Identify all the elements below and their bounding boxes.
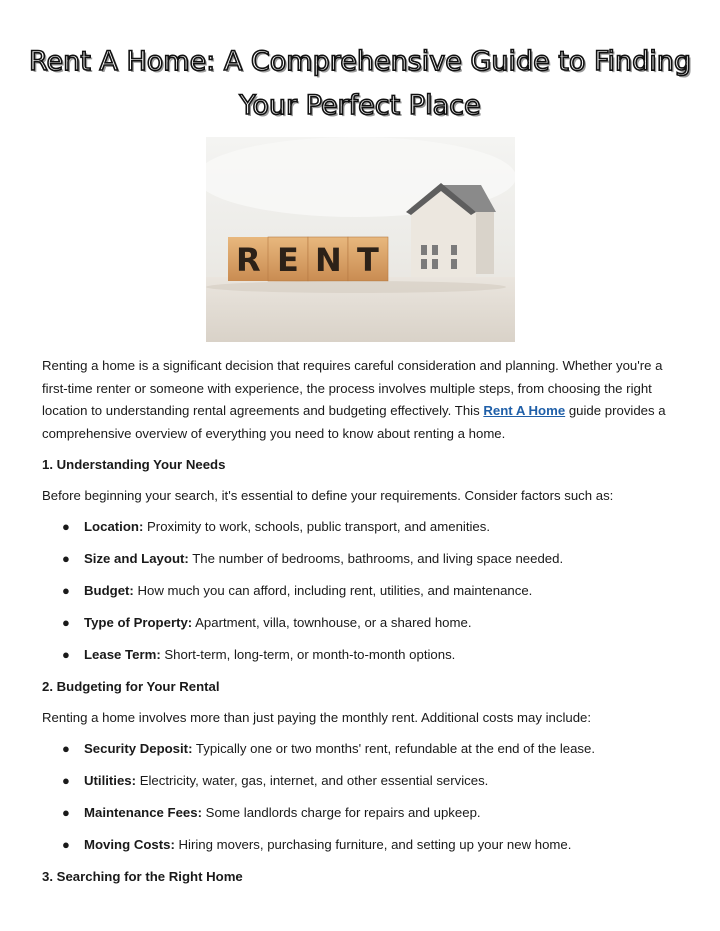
- list-item: ● Size and Layout: The number of bedrooms, bathrooms, and living space needed.: [62, 549, 563, 569]
- bullet-icon: ●: [62, 741, 70, 756]
- section2-lead: Renting a home involves more than just paying the monthly rent. Additional costs may include:: [42, 710, 592, 725]
- bullet-icon: ●: [62, 647, 70, 662]
- section-heading-1: 1. Understanding Your Needs: [42, 457, 226, 472]
- list-item: ● Location: Proximity to work, schools, public transport, and amenities.: [62, 517, 490, 537]
- block-letter: R: [236, 241, 261, 279]
- list-item: ● Utilities: Electricity, water, gas, internet, and other essential services.: [62, 771, 488, 791]
- bullet-icon: ●: [62, 837, 70, 852]
- list-item: ● Security Deposit: Typically one or two months' rent, refundable at the end of the lease.: [62, 739, 595, 759]
- list-item: ● Budget: How much you can afford, including rent, utilities, and maintenance.: [62, 581, 532, 601]
- section-heading-3: 3. Searching for the Right Home: [42, 869, 243, 884]
- bullet-icon: ●: [62, 583, 70, 598]
- list-item: ● Moving Costs: Hiring movers, purchasing furniture, and setting up your new home.: [62, 835, 571, 855]
- rent-a-home-link[interactable]: Rent A Home: [483, 403, 566, 418]
- page-title: Rent A Home: A Comprehensive Guide to Finding Your Perfect Place: [28, 46, 692, 121]
- list-item: ● Lease Term: Short-term, long-term, or month-to-month options.: [62, 645, 455, 665]
- bullet-icon: ●: [62, 805, 70, 820]
- section-heading-2: 2. Budgeting for Your Rental: [42, 679, 220, 694]
- rent-house-illustration: [206, 137, 515, 342]
- block-letter: T: [357, 241, 379, 279]
- list-item: ● Maintenance Fees: Some landlords charge for repairs and upkeep.: [62, 803, 481, 823]
- bullet-icon: ●: [62, 773, 70, 788]
- rent-blocks-icon: [228, 237, 388, 281]
- block-letter: N: [315, 241, 342, 279]
- block-letter: E: [277, 241, 299, 279]
- intro-paragraph: Renting a home is a significant decision that requires careful consideration and planning. Whether you're a first-time renter or someone with experience, the process involves multiple steps, from choosing the right location to understanding rental agreements and budgeting effectively. This Rent A Home guide provides a comprehensive overview of everything you need to know about renting a home.: [42, 358, 666, 441]
- section1-lead: Before beginning your search, it's essential to define your requirements. Consider factors such as:: [42, 488, 614, 503]
- list-item: ● Type of Property: Apartment, villa, townhouse, or a shared home.: [62, 613, 472, 633]
- bullet-icon: ●: [62, 615, 70, 630]
- bullet-icon: ●: [62, 519, 70, 534]
- hero-image: [206, 137, 515, 342]
- bullet-icon: ●: [62, 551, 70, 566]
